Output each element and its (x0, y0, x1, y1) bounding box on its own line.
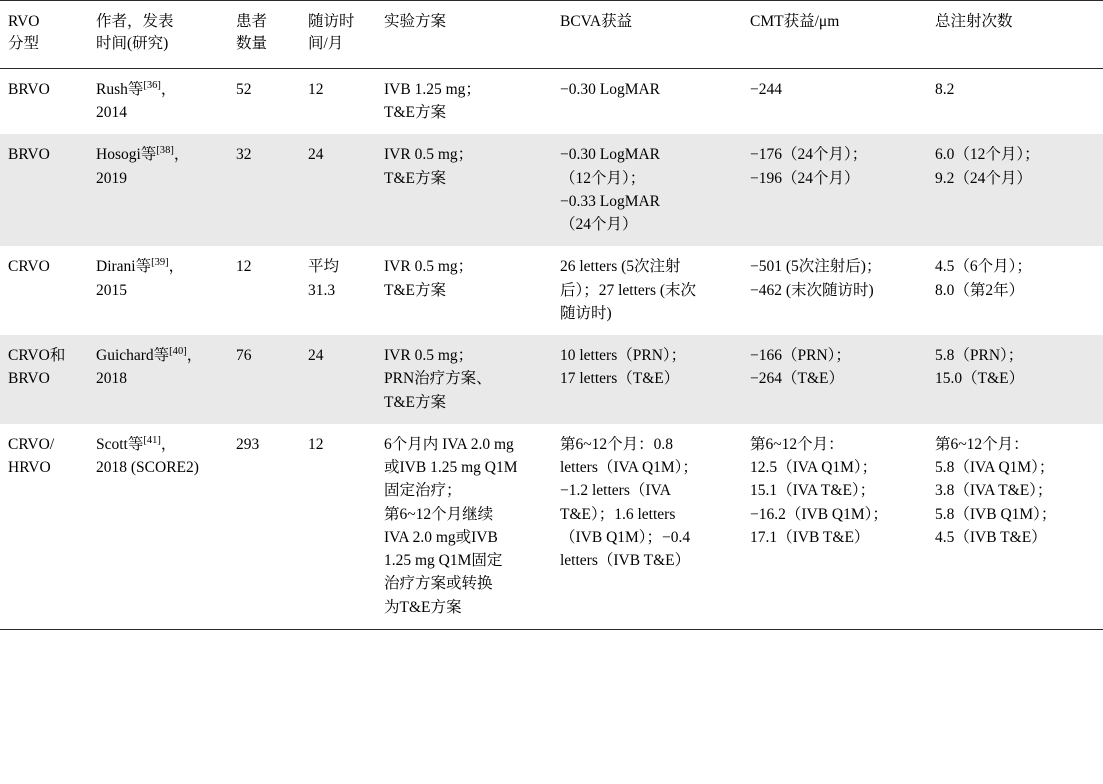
table-cell (300, 68, 376, 134)
cell-line: IVB 1.25 mg； (384, 80, 481, 98)
header-line: 随访时 (308, 13, 355, 30)
table-cell (88, 68, 228, 134)
cell-line: 76 (236, 347, 252, 365)
reference-superscript: [41] (143, 434, 161, 446)
table-cell (228, 134, 300, 246)
cell-line: 治疗方案或转换 (384, 575, 493, 593)
cell-line: Scott等[41]， (96, 434, 177, 453)
table-cell (376, 335, 552, 424)
table-body (0, 68, 1103, 629)
table-cell (0, 134, 88, 246)
cell-line: 24 (308, 146, 324, 164)
table-cell (552, 335, 742, 424)
cell-line: （24个月） (560, 216, 638, 234)
cell-line: 17 letters（T&E） (560, 370, 680, 388)
reference-superscript: [38] (156, 145, 174, 157)
cell-line: 5.8（IVB Q1M）； (935, 505, 1057, 523)
cell-line: 1.25 mg Q1M固定 (384, 552, 503, 570)
cell-line: −462 (末次随访时) (750, 281, 874, 299)
table-cell (0, 335, 88, 424)
cell-line: T&E方案 (384, 281, 446, 299)
cell-line: （IVB Q1M）；−0.4 (560, 528, 691, 546)
cell-line: 5.8（PRN）； (935, 347, 1024, 365)
cell-line: 32 (236, 146, 252, 164)
header-line: 作者，发表 (96, 13, 174, 30)
cell-line: 8.2 (935, 80, 955, 98)
header-line: CMT获益/μm (750, 13, 840, 30)
column-header-cmt (742, 1, 927, 69)
table-cell (88, 424, 228, 630)
header-line: 间/月 (308, 35, 344, 53)
header-line: 数量 (236, 35, 268, 53)
cell-line: CRVO (8, 258, 50, 276)
table-cell (88, 246, 228, 335)
table-cell (742, 246, 927, 335)
table-cell (376, 68, 552, 134)
cell-line: BRVO (8, 370, 50, 388)
column-header-author-year (88, 1, 228, 69)
reference-superscript: [39] (151, 257, 169, 269)
cell-line: −0.33 LogMAR (560, 192, 661, 210)
table-cell (927, 68, 1103, 134)
cell-line: 9.2（24个月） (935, 169, 1032, 187)
cell-line: Dirani等[39]， (96, 257, 185, 276)
cell-line: IVR 0.5 mg； (384, 146, 474, 164)
cell-line: 12 (308, 435, 324, 453)
table-cell (300, 424, 376, 630)
cell-line: −16.2（IVB Q1M）； (750, 505, 888, 523)
cell-line: Rush等[36]， (96, 79, 177, 98)
cell-line: Hosogi等[38]， (96, 145, 190, 164)
cell-line: 2019 (96, 169, 127, 187)
cell-line: −244 (750, 80, 782, 98)
cell-line: −1.2 letters（IVA (560, 482, 671, 500)
cell-line: −166（PRN）； (750, 347, 851, 365)
table-cell (927, 424, 1103, 630)
table-cell (300, 246, 376, 335)
cell-line: −196（24个月） (750, 169, 860, 187)
cell-line: BRVO (8, 146, 50, 164)
table-cell (0, 246, 88, 335)
cell-line: 12 (308, 80, 324, 98)
cell-line: 24 (308, 347, 324, 365)
cell-line: 4.5（IVB T&E） (935, 528, 1047, 546)
table-cell (742, 68, 927, 134)
column-header-injections (927, 1, 1103, 69)
table-cell (88, 335, 228, 424)
reference-superscript: [40] (169, 346, 187, 358)
reference-superscript: [36] (143, 79, 161, 91)
table-cell (927, 134, 1103, 246)
table-cell (0, 68, 88, 134)
table-cell (552, 134, 742, 246)
cell-line: T&E方案 (384, 104, 446, 122)
cell-line: 4.5（6个月）； (935, 258, 1032, 276)
table-row (0, 134, 1103, 246)
cell-line: 15.1（IVA T&E）； (750, 482, 876, 500)
column-header-rvo-type (0, 1, 88, 69)
cell-line: −0.30 LogMAR (560, 80, 661, 98)
cell-line: CRVO和 (8, 347, 66, 365)
table-cell (552, 424, 742, 630)
table-cell (742, 424, 927, 630)
cell-line: IVR 0.5 mg； (384, 347, 474, 365)
table-row (0, 246, 1103, 335)
cell-line: 第6~12个月：0.8 (560, 435, 674, 453)
cell-line: 17.1（IVB T&E） (750, 528, 870, 546)
cell-line: IVA 2.0 mg或IVB (384, 528, 498, 546)
cell-line: 第6~12个月： (935, 435, 1029, 453)
cell-line: 随访时) (560, 304, 612, 322)
table-row (0, 68, 1103, 134)
cell-line: letters（IVA Q1M）； (560, 459, 698, 477)
cell-line: −0.30 LogMAR (560, 146, 661, 164)
cell-line: 2015 (96, 281, 127, 299)
header-line: 总注射次数 (935, 13, 1013, 30)
table-cell (0, 424, 88, 630)
table-cell (927, 246, 1103, 335)
cell-line: 10 letters（PRN）； (560, 347, 687, 365)
table-cell (927, 335, 1103, 424)
table-row (0, 424, 1103, 630)
cell-line: IVR 0.5 mg； (384, 258, 474, 276)
header-line: 时间(研究) (96, 35, 169, 53)
header-line: 患者 (236, 13, 268, 30)
cell-line: 6.0（12个月）； (935, 146, 1040, 164)
table-cell (228, 246, 300, 335)
cell-line: 第6~12个月继续 (384, 505, 494, 523)
table-header (0, 1, 1103, 69)
table-cell (552, 246, 742, 335)
cell-line: 3.8（IVA T&E）； (935, 482, 1053, 500)
cell-line: 2014 (96, 104, 127, 122)
cell-line: 12.5（IVA Q1M）； (750, 459, 878, 477)
cell-line: 后）；27 letters (末次 (560, 281, 697, 299)
table-cell (228, 335, 300, 424)
cell-line: BRVO (8, 80, 50, 98)
header-line: BCVA获益 (560, 13, 633, 30)
cell-line: HRVO (8, 459, 51, 477)
cell-line: T&E方案 (384, 393, 446, 411)
cell-line: T&E）；1.6 letters (560, 505, 676, 523)
header-line: RVO (8, 13, 40, 30)
cell-line: T&E方案 (384, 169, 446, 187)
cell-line: −501 (5次注射后)； (750, 258, 882, 276)
cell-line: PRN治疗方案、 (384, 370, 492, 388)
cell-line: 15.0（T&E） (935, 370, 1025, 388)
table-cell (376, 246, 552, 335)
table-cell (300, 335, 376, 424)
table-cell (228, 68, 300, 134)
table-cell (88, 134, 228, 246)
header-line: 实验方案 (384, 13, 447, 30)
table-cell (376, 424, 552, 630)
cell-line: 293 (236, 435, 260, 453)
table-cell (742, 134, 927, 246)
table-cell (300, 134, 376, 246)
table-cell (742, 335, 927, 424)
column-header-bcva (552, 1, 742, 69)
cell-line: Guichard等[40]， (96, 346, 203, 365)
cell-line: 26 letters (5次注射 (560, 258, 681, 276)
cell-line: 6个月内 IVA 2.0 mg (384, 435, 514, 453)
table-cell (552, 68, 742, 134)
cell-line: −264（T&E） (750, 370, 844, 388)
table-row (0, 335, 1103, 424)
cell-line: 52 (236, 80, 252, 98)
cell-line: letters（IVB T&E） (560, 552, 691, 570)
cell-line: 8.0（第2年） (935, 281, 1025, 299)
cell-line: 5.8（IVA Q1M）； (935, 459, 1055, 477)
cell-line: （12个月）； (560, 169, 646, 187)
cell-line: 31.3 (308, 281, 336, 299)
table-cell (376, 134, 552, 246)
header-line: 分型 (8, 35, 40, 53)
column-header-patient-count (228, 1, 300, 69)
cell-line: 为T&E方案 (384, 598, 462, 616)
cell-line: 或IVB 1.25 mg Q1M (384, 459, 518, 477)
cell-line: CRVO/ (8, 435, 55, 453)
cell-line: 固定治疗； (384, 482, 462, 500)
cell-line: 第6~12个月： (750, 435, 844, 453)
cell-line: 平均 (308, 258, 340, 276)
table-cell (228, 424, 300, 630)
cell-line: 12 (236, 258, 252, 276)
column-header-protocol (376, 1, 552, 69)
table-header-row (0, 1, 1103, 69)
cell-line: 2018 (96, 370, 127, 388)
cell-line: −176（24个月）； (750, 146, 868, 164)
cell-line: 2018 (SCORE2) (96, 459, 199, 477)
column-header-followup (300, 1, 376, 69)
